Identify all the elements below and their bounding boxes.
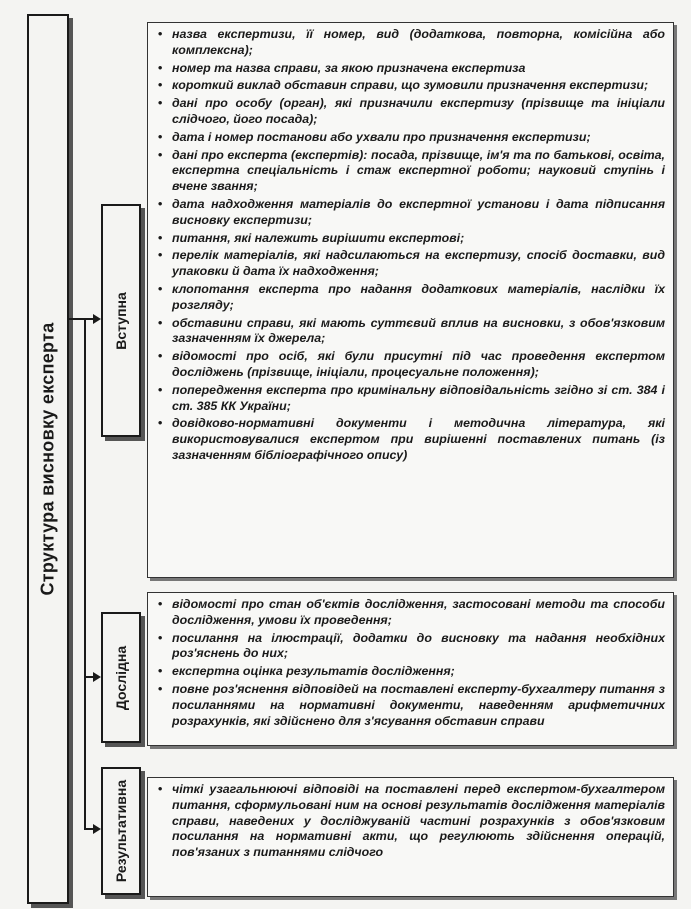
result-list xyxy=(156,782,665,861)
list-item: • дані про особу (орган), які призначили експертизу (прізвище та ініціали слідчого, його посада); xyxy=(156,96,665,128)
list-item: • перелік матеріалів, які надсилаються на експертизу, спосіб доставки, вид упаковки й дата їх надходження; xyxy=(156,248,665,280)
section-label-intro xyxy=(101,204,141,437)
section-label-intro-text: Вступна xyxy=(113,291,129,350)
section-label-research-text: Дослідна xyxy=(113,645,129,710)
list-item: • питання, які належить вирішити експертові; xyxy=(156,231,665,247)
list-item: • довідково-нормативні документи і методична література, які використовувалися експертом при вирішенні поставлених питань (із зазначенням бібліографічного опису) xyxy=(156,416,665,463)
list-item: • відомості про стан об'єктів дослідження, застосовані методи та способи дослідження, умови їх проведення; xyxy=(156,597,665,629)
list-item: • клопотання експерта про надання додаткових матеріалів, наслідки їх розгляду; xyxy=(156,282,665,314)
section-label-result xyxy=(101,767,141,895)
intro-list xyxy=(156,27,665,464)
section-label-research xyxy=(101,612,141,743)
list-item: • експертна оцінка результатів дослідження; xyxy=(156,664,665,680)
research-list xyxy=(156,597,665,729)
list-item: • попередження експерта про кримінальну відповідальність згідно зі ст. 384 і ст. 385 КК України; xyxy=(156,383,665,415)
list-item: • короткий виклад обставин справи, що зумовили призначення експертизи; xyxy=(156,78,665,94)
section-label-result-text: Результативна xyxy=(113,779,129,883)
result-content-box xyxy=(147,777,674,897)
arrow-intro xyxy=(93,314,101,324)
list-item: • номер та назва справи, за якою призначена експертиза xyxy=(156,61,665,77)
list-item: • повне роз'яснення відповідей на поставлені експерту-бухгалтеру питання з посиланнями на нормативні документи, наведенням арифметичних розрахунків, які здійснено для з'ясування обставин справи xyxy=(156,682,665,729)
arrow-research xyxy=(93,672,101,682)
research-content-box xyxy=(147,592,674,746)
list-item: • посилання на ілюстрації, додатки до висновку та надання необхідних роз'яснень до них; xyxy=(156,631,665,663)
intro-content-box xyxy=(147,22,674,578)
list-item: • дата надходження матеріалів до експертної установи і дата підписання висновку експертизи; xyxy=(156,197,665,229)
list-item: • чіткі узагальнюючі відповіді на поставлені перед експертом-бухгалтером питання, сформульовані ним на основі результатів дослідження матеріалів справи, наведених у досліджуваній частині розрахунків з обов'язковим посилання на нормативні акти, що регулюють здійснення операцій, пов'язаних з питаннями слідчого xyxy=(156,782,665,861)
list-item: • назва експертизи, її номер, вид (додаткова, повторна, комісійна або комплексна); xyxy=(156,27,665,59)
list-item: • дата і номер постанови або ухвали про призначення експертизи; xyxy=(156,130,665,146)
arrow-result xyxy=(93,824,101,834)
list-item: • обставини справи, які мають суттєвий вплив на висновки, з обов'язковим зазначенням їх джерела; xyxy=(156,316,665,348)
list-item: • дані про експерта (експертів): посада, прізвище, ім'я та по батькові, освіта, експертна спеціальність і стаж експертної роботи; науковий ступінь і вчене звання; xyxy=(156,148,665,195)
main-title: Структура висновку експерта xyxy=(37,322,58,596)
list-item: • відомості про осіб, які були присутні під час проведення експертом досліджень (прізвище, ініціали, процесуальне положення); xyxy=(156,349,665,381)
